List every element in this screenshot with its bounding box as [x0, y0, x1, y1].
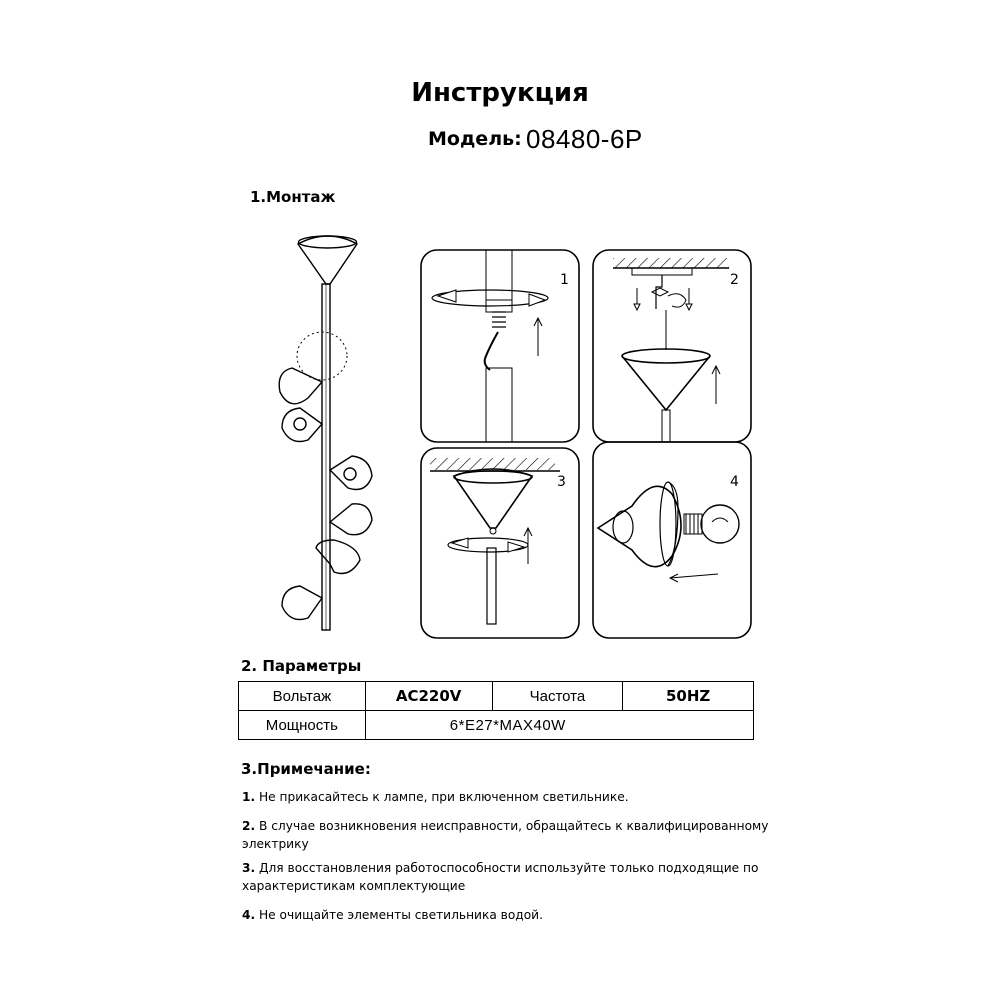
model-value: 08480-6P	[526, 124, 643, 154]
note-text: Для восстановления работоспособности используйте только подходящие по характеристикам комплектующие	[242, 861, 759, 893]
note-number: 1.	[242, 790, 256, 804]
section-mounting-title: 1.Монтаж	[250, 188, 336, 206]
note-text: Не очищайте элементы светильника водой.	[259, 908, 543, 922]
note-number: 3.	[242, 861, 256, 875]
power-label: Мощность	[239, 711, 366, 740]
frequency-label: Частота	[492, 682, 623, 711]
step-number-3: 3	[557, 474, 566, 490]
list-item	[242, 788, 782, 806]
voltage-label: Вольтаж	[239, 682, 366, 711]
voltage-value: AC220V	[365, 682, 492, 711]
page-title: Инструкция	[411, 78, 589, 108]
note-text: Не прикасайтесь к лампе, при включенном светильнике.	[259, 790, 629, 804]
step-panel-3	[421, 448, 579, 638]
note-text: В случае возникновения неисправности, обращайтесь к квалифицированному электрику	[242, 819, 769, 851]
parameters-table	[238, 681, 754, 740]
note-number: 4.	[242, 908, 256, 922]
step-number-4: 4	[730, 474, 739, 490]
step-panel-1	[421, 250, 579, 442]
notes-list	[242, 788, 782, 935]
fixture-overview-drawing	[279, 236, 372, 630]
list-item	[242, 817, 782, 853]
step-panel-4	[593, 442, 751, 638]
step-number-1: 1	[560, 272, 569, 288]
section-params-title: 2. Параметры	[241, 657, 362, 675]
list-item	[242, 859, 782, 895]
step-number-2: 2	[730, 272, 739, 288]
power-value: 6*E27*MAX40W	[365, 711, 753, 740]
section-notes-title: 3.Примечание:	[241, 760, 371, 778]
model-label: Модель:	[428, 128, 522, 150]
frequency-value: 50HZ	[623, 682, 754, 711]
list-item	[242, 906, 782, 924]
table-row	[239, 682, 754, 711]
note-number: 2.	[242, 819, 256, 833]
step-panel-2	[593, 250, 751, 442]
table-row	[239, 711, 754, 740]
